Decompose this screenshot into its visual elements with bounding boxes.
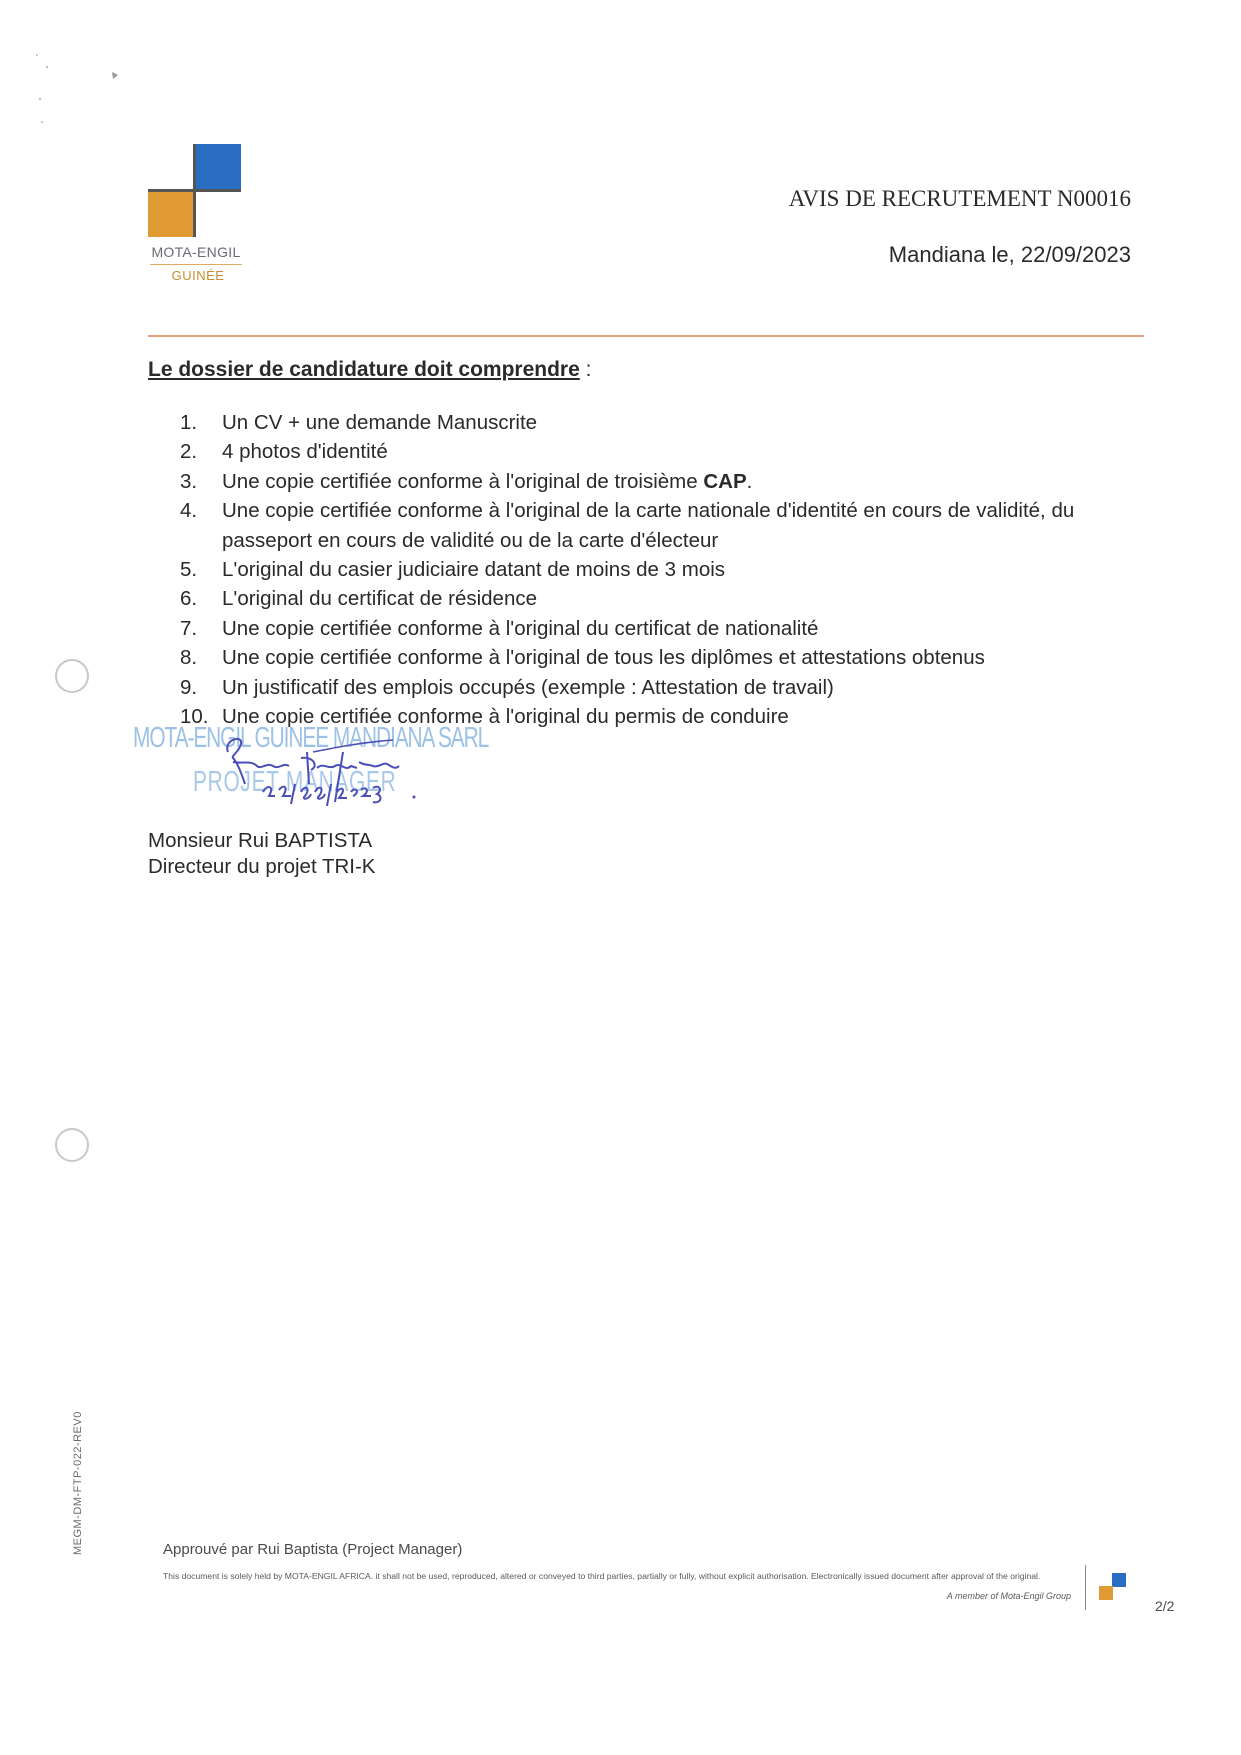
item-number: 10. [180, 705, 209, 729]
list-item [180, 408, 1120, 437]
footer-logo-orange [1099, 1586, 1113, 1600]
item-number: 7. [180, 616, 198, 640]
punch-hole [55, 659, 89, 693]
stamp-line-2: PROJET MANAGER [193, 766, 397, 798]
footer-logo [1099, 1573, 1127, 1601]
company-stamp [133, 722, 489, 822]
item-number: 9. [180, 675, 198, 699]
document-title: AVIS DE RECRUTEMENT N00016 [788, 186, 1131, 211]
company-logo [148, 144, 248, 284]
item-text: Un justificatif des emplois occupés (exemple : Attestation de travail) [222, 675, 834, 699]
footer-divider [1085, 1565, 1086, 1610]
footer-logo-blue [1112, 1573, 1126, 1587]
confidentiality-disclaimer: This document is solely held by MOTA-ENGIL AFRICA. it shall not be used, reproduced, altered or conveyed to third parties, partially or fully, without explicit authorisation. Electronically issued document after approval of the original. [163, 1571, 1041, 1581]
list-item [180, 555, 1120, 584]
item-text-bold: CAP [703, 469, 747, 493]
item-text: 4 photos d'identité [222, 440, 388, 464]
item-text-wrapper [222, 467, 1120, 496]
approval-line: Approuvé par Rui Baptista (Project Manager) [163, 1541, 463, 1558]
item-text: Un CV + une demande Manuscrite [222, 411, 538, 434]
list-item [180, 643, 1120, 672]
date-line: Mandiana le, 22/09/2023 [888, 242, 1131, 267]
list-item [180, 467, 1120, 496]
punch-hole [55, 1128, 89, 1162]
item-number: 6. [180, 587, 198, 611]
signatory-block [148, 828, 375, 880]
item-text-after: . [746, 469, 753, 493]
item-text: Une copie certifiée conforme à l'original de la carte nationale d'identité en cours de validité, du passeport en cours de validité ou de la carte d'électeur [222, 499, 1075, 552]
list-item [180, 584, 1120, 613]
section-heading-text: Le dossier de candidature doit comprendre [148, 358, 580, 381]
list-item [180, 496, 1120, 555]
logo-rule [150, 264, 242, 265]
list-item [180, 673, 1120, 702]
list-item [180, 614, 1120, 643]
logo-orange-square [148, 189, 196, 237]
item-number: 4. [180, 499, 198, 523]
logo-subtitle: GUINÉE [171, 268, 225, 283]
section-heading-colon: : [579, 358, 592, 381]
signatory-role: Directeur du projet TRI-K [148, 855, 376, 878]
page-number: 2/2 [1155, 1598, 1175, 1614]
item-number: 2. [180, 440, 198, 464]
item-number: 5. [180, 558, 198, 582]
header-divider [148, 335, 1144, 337]
handwritten-signature [133, 722, 473, 822]
group-membership: A member of Mota-Engil Group [946, 1591, 1071, 1601]
item-number: 1. [180, 411, 198, 434]
list-item [180, 437, 1120, 466]
requirements-list [180, 408, 1120, 731]
scan-specks [0, 0, 140, 130]
signatory-name: Monsieur Rui BAPTISTA [148, 829, 373, 852]
item-text: L'original du certificat de résidence [222, 587, 538, 611]
logo-brand-text: MOTA-ENGIL [151, 244, 241, 260]
stamp-line-1: MOTA-ENGIL GUINEE MANDIANA SARL [133, 722, 489, 754]
item-number: 8. [180, 646, 198, 670]
document-code: MEGM-DM-FTP-022-REV0 [72, 1411, 84, 1555]
item-text: Une copie certifiée conforme à l'original de tous les diplômes et attestations obtenus [222, 646, 985, 670]
item-text: L'original du casier judiciaire datant de moins de 3 mois [222, 558, 726, 582]
item-text: Une copie certifiée conforme à l'original du certificat de nationalité [222, 616, 819, 640]
logo-blue-square [193, 144, 241, 192]
item-text: Une copie certifiée conforme à l'original du permis de conduire [222, 705, 789, 729]
item-text: Une copie certifiée conforme à l'original de troisième [222, 469, 704, 493]
item-number: 3. [180, 469, 198, 493]
section-heading [148, 358, 591, 382]
